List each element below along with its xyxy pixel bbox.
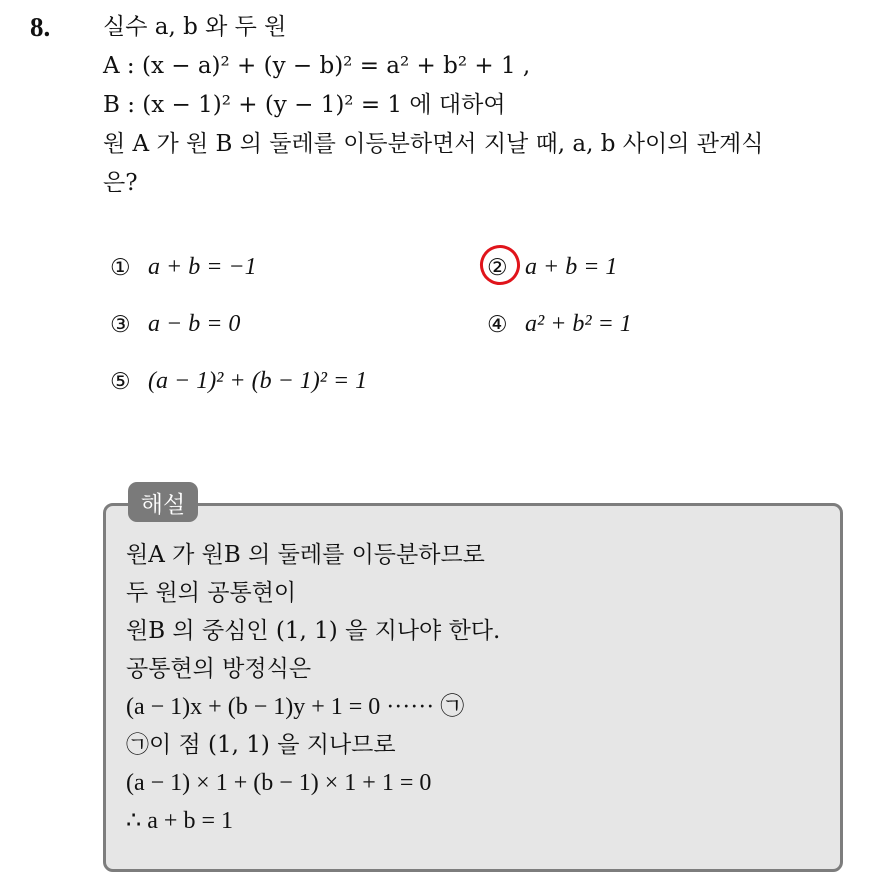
choice-number: ⑤: [110, 368, 131, 395]
choice-3[interactable]: [110, 311, 240, 338]
solution-line-4: 공통현의 방정식은: [126, 656, 312, 682]
solution-line-1: 원A 가 원B 의 둘레를 이등분하므로: [126, 542, 485, 568]
stem-line-4: 원 A 가 원 B 의 둘레를 이등분하면서 지날 때, a, b 사이의 관계식: [103, 131, 764, 157]
choice-5[interactable]: [110, 368, 367, 395]
choice-number: ①: [110, 254, 131, 281]
choice-text: a − b = 0: [148, 311, 241, 337]
solution-line-2: 두 원의 공통현이: [126, 580, 297, 606]
choice-text: (a − 1)² + (b − 1)² = 1: [148, 368, 368, 394]
choice-number: ②: [487, 254, 508, 281]
solution-line-6: ㉠이 점 (1, 1) 을 지나므로: [126, 732, 396, 758]
stem-line-1: 실수 a, b 와 두 원: [103, 14, 287, 40]
solution-line-5: (a − 1)x + (b − 1)y + 1 = 0 ······ ㉠: [126, 694, 465, 720]
choice-number: ④: [487, 311, 508, 338]
question-number: 8.: [30, 12, 51, 42]
choice-1[interactable]: [110, 254, 257, 281]
solution-line-8: ∴ a + b = 1: [126, 808, 233, 834]
question-stem: [103, 8, 763, 203]
solution-line-3: 원B 의 중심인 (1, 1) 을 지나야 한다.: [126, 618, 501, 644]
stem-line-3: B : (x − 1)² + (y − 1)² = 1 에 대하여: [103, 92, 506, 118]
solution-label: 해설: [128, 482, 198, 522]
choice-text: a² + b² = 1: [525, 311, 632, 337]
choice-text: a + b = −1: [148, 254, 257, 280]
choice-4[interactable]: [487, 311, 632, 338]
solution-body: [126, 536, 500, 840]
answer-circle-mark: [475, 240, 525, 290]
choice-number: ③: [110, 311, 131, 338]
stem-line-5: 은?: [103, 170, 138, 196]
stem-line-2: A : (x − a)² + (y − b)² = a² + b² + 1 ,: [103, 53, 531, 79]
choice-text: a + b = 1: [525, 254, 618, 280]
solution-line-7: (a − 1) × 1 + (b − 1) × 1 + 1 = 0: [126, 770, 432, 796]
